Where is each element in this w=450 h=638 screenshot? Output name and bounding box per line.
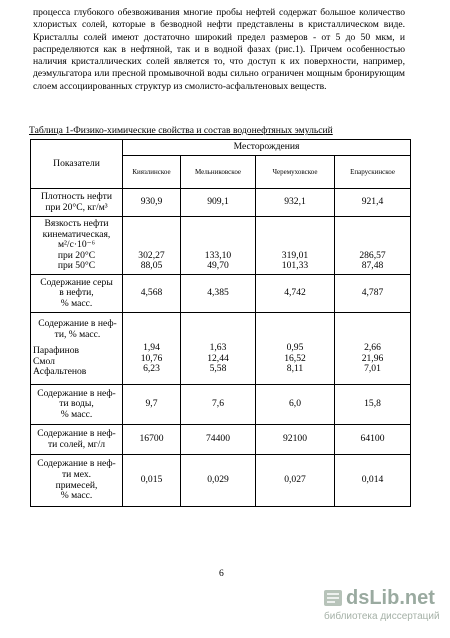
- table-header-row: [31, 140, 411, 156]
- table-row-density: [31, 189, 411, 217]
- table-cell: 92100: [256, 425, 335, 455]
- table-cell: 15,8: [335, 385, 411, 425]
- table-cell: 930,9: [123, 189, 181, 217]
- table-row-viscosity: [31, 217, 411, 275]
- table-cell: 1,94 10,76 6,23: [123, 313, 181, 385]
- table-cell: 16700: [123, 425, 181, 455]
- watermark-brand: dsLib.net: [346, 587, 435, 609]
- row-label: Содержание в неф- ти, % масс. Парафинов Смол Асфальтенов: [31, 313, 123, 385]
- table-cell: 64100: [335, 425, 411, 455]
- table-cell: 4,385: [181, 275, 256, 313]
- table-cell: 133,10 49,70: [181, 217, 256, 275]
- table-cell: 0,95 16,52 8,11: [256, 313, 335, 385]
- watermark-subtitle: библиотека диссертаций: [324, 611, 440, 622]
- properties-table: [30, 139, 411, 507]
- table-row-impurities: [31, 455, 411, 507]
- table-cell: 932,1: [256, 189, 335, 217]
- table-cell: 6,0: [256, 385, 335, 425]
- header-indicators: Показатели: [31, 140, 123, 189]
- table-cell: 2,66 21,96 7,01: [335, 313, 411, 385]
- row-label: Плотность нефти при 20°С, кг/м³: [31, 189, 123, 217]
- field-name: Киязлинское: [123, 156, 181, 189]
- table-caption: Таблица 1-Физико-химические свойства и состав водонефтяных эмульсий: [29, 125, 333, 136]
- table-cell: 286,57 87,48: [335, 217, 411, 275]
- row-label: Вязкость нефти кинематическая, м²/с·10⁻⁶ при 20°С при 50°С: [31, 217, 123, 275]
- table-row-salts: [31, 425, 411, 455]
- table-cell: 4,568: [123, 275, 181, 313]
- field-name: Епарускинское: [335, 156, 411, 189]
- row-label: Содержание в неф- ти воды, % масс.: [31, 385, 123, 425]
- field-name: Мельниковское: [181, 156, 256, 189]
- table-cell: 74400: [181, 425, 256, 455]
- table-row-composition: [31, 313, 411, 385]
- table-cell: 0,015: [123, 455, 181, 507]
- table-cell: 9,7: [123, 385, 181, 425]
- row-label: Содержание серы в нефти, % масс.: [31, 275, 123, 313]
- table-row-water: [31, 385, 411, 425]
- field-name: Черемуховское: [256, 156, 335, 189]
- table-cell: 7,6: [181, 385, 256, 425]
- table-cell: 0,014: [335, 455, 411, 507]
- table-cell: 302,27 88,05: [123, 217, 181, 275]
- table-cell: 4,742: [256, 275, 335, 313]
- table-cell: 319,01 101,33: [256, 217, 335, 275]
- row-label: Содержание в неф- ти солей, мг/л: [31, 425, 123, 455]
- header-fields-group: Месторождения: [123, 140, 411, 156]
- table-cell: 921,4: [335, 189, 411, 217]
- table-cell: 4,787: [335, 275, 411, 313]
- table-row-sulfur: [31, 275, 411, 313]
- table-cell: 0,027: [256, 455, 335, 507]
- table-cell: 1,63 12,44 5,58: [181, 313, 256, 385]
- table-cell: 0,029: [181, 455, 256, 507]
- body-paragraph: процесса глубокого обезвоживания многие пробы нефтей содержат большое количество хлористых солей, которые в безводной нефти представлены в кристаллическом виде. Кристаллы солей имеют достаточно широкий предел размеров - от 5 до 50 мкм, и распределяются как в нефтяной, так и в водной фазах (рис.1). Причем особенностью наличия кристаллических солей является то, что доступ к их поверхности, например, деэмульгатора или пресной промывочной воды сильно ограничен мощным бронирующим слоем ассоциированных структур из смолисто-асфальтеновых веществ.: [33, 7, 405, 92]
- table-cell: 909,1: [181, 189, 256, 217]
- watermark[interactable]: [318, 586, 450, 626]
- row-label: Содержание в неф- ти мех. примесей, % масс.: [31, 455, 123, 507]
- page-number: 6: [219, 568, 224, 579]
